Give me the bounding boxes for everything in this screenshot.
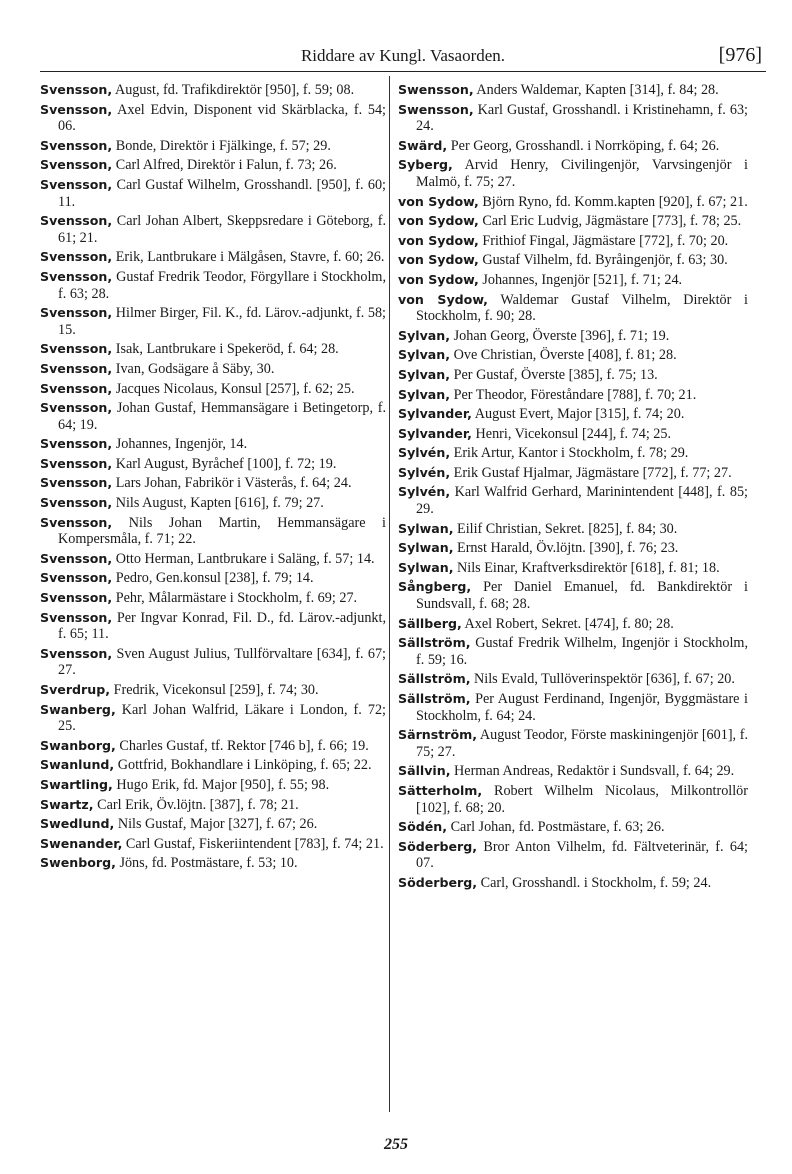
entry-details: Björn Ryno, fd. Komm.kapten [920], f. 67; 21. bbox=[478, 193, 748, 210]
entry-details: Arvid Henry, Civilingenjör, Varvsingenjör i Malmö, f. 75; 27. bbox=[416, 157, 748, 190]
entry-surname: Sylvan, bbox=[398, 327, 451, 343]
register-entry bbox=[398, 839, 748, 872]
register-entry bbox=[40, 341, 386, 358]
entry-surname: Svensson, bbox=[40, 609, 113, 625]
entry-surname: von Sydow, bbox=[398, 213, 479, 229]
register-entry bbox=[40, 305, 386, 338]
entry-surname: Swenander, bbox=[40, 835, 123, 851]
entry-details: Carl Alfred, Direktör i Falun, f. 73; 26. bbox=[112, 157, 337, 174]
page-number: 255 bbox=[384, 1136, 408, 1153]
entry-details: Jacques Nicolaus, Konsul [257], f. 62; 25. bbox=[112, 380, 355, 397]
entry-details: Lars Johan, Fabrikör i Västerås, f. 64; 24. bbox=[112, 475, 352, 492]
left-column bbox=[40, 82, 386, 875]
register-entry bbox=[398, 560, 748, 577]
register-entry bbox=[398, 194, 748, 211]
register-entry bbox=[398, 763, 748, 780]
entry-details: Erik, Lantbrukare i Mälgåsen, Stavre, f. 60; 26. bbox=[112, 249, 385, 266]
entry-details: Frithiof Fingal, Jägmästare [772], f. 70; 20. bbox=[478, 232, 729, 249]
entry-details: Gottfrid, Bokhandlare i Linköping, f. 65; 22. bbox=[114, 757, 372, 774]
entry-details: Henri, Vicekonsul [244], f. 74; 25. bbox=[471, 425, 672, 442]
entry-details: Johannes, Ingenjör [521], f. 71; 24. bbox=[478, 271, 683, 288]
entry-details: Waldemar Gustaf Vilhelm, Direktör i Stockholm, f. 90; 28. bbox=[416, 291, 748, 325]
entry-details: Gustaf Fredrik Wilhelm, Ingenjör i Stockholm, f. 59; 16. bbox=[416, 635, 748, 668]
page-reference: [976] bbox=[718, 44, 762, 66]
register-entry bbox=[40, 797, 386, 814]
entry-surname: Svensson, bbox=[40, 590, 113, 606]
entry-details: August Teodor, Förste maskiningenjör [601], f. 75; 27. bbox=[416, 727, 748, 760]
entry-surname: Svensson, bbox=[40, 82, 113, 97]
register-entry bbox=[40, 551, 386, 568]
entry-surname: Söderberg, bbox=[398, 838, 478, 854]
entry-details: Jöns, fd. Postmästare, f. 53; 10. bbox=[115, 855, 298, 872]
entry-surname: Sätterholm, bbox=[398, 782, 483, 798]
entry-details: Karl August, Byråchef [100], f. 72; 19. bbox=[112, 455, 337, 472]
entry-details: August Evert, Major [315], f. 74; 20. bbox=[471, 406, 685, 423]
entry-details: Isak, Lantbrukare i Spekeröd, f. 64; 28. bbox=[112, 341, 339, 358]
register-entry bbox=[398, 367, 748, 384]
entry-surname: Svensson, bbox=[40, 570, 113, 586]
register-entry bbox=[398, 406, 748, 423]
entry-surname: Söderberg, bbox=[398, 874, 478, 890]
entry-surname: Swärd, bbox=[398, 137, 448, 153]
entry-details: Ivan, Godsägare å Säby, 30. bbox=[112, 360, 275, 377]
entry-surname: Swanlund, bbox=[40, 757, 115, 773]
register-entry bbox=[398, 82, 748, 99]
entry-details: Anders Waldemar, Kapten [314], f. 84; 28. bbox=[473, 82, 719, 98]
register-entry bbox=[40, 836, 386, 853]
entry-surname: Svensson, bbox=[40, 550, 113, 566]
entry-surname: von Sydow, bbox=[398, 271, 479, 287]
entry-surname: Svensson, bbox=[40, 249, 113, 265]
entry-details: Johannes, Ingenjör, 14. bbox=[112, 436, 248, 453]
entry-details: Ernst Harald, Öv.löjtn. [390], f. 76; 23. bbox=[453, 540, 679, 557]
register-entry bbox=[398, 616, 748, 633]
entry-surname: Svensson, bbox=[40, 436, 113, 452]
entry-details: Per August Ferdinand, Ingenjör, Byggmästare i Stockholm, f. 64; 24. bbox=[416, 691, 748, 724]
register-entry bbox=[40, 855, 386, 872]
entry-details: Eilif Christian, Sekret. [825], f. 84; 30. bbox=[453, 520, 678, 537]
entry-details: Bonde, Direktör i Fjälkinge, f. 57; 29. bbox=[112, 137, 331, 154]
entry-details: Herman Andreas, Redaktör i Sundsvall, f. 64; 29. bbox=[450, 763, 735, 780]
entry-surname: Svensson, bbox=[40, 455, 113, 471]
entry-surname: Sällström, bbox=[398, 635, 471, 651]
entry-details: Karl Gustaf, Grosshandl. i Kristinehamn, f. 63; 24. bbox=[416, 101, 748, 135]
register-entry bbox=[398, 426, 748, 443]
entry-details: Otto Herman, Lantbrukare i Saläng, f. 57; 14. bbox=[112, 550, 375, 567]
entry-details: Carl, Grosshandl. i Stockholm, f. 59; 24. bbox=[477, 874, 712, 891]
entry-surname: Sylvan, bbox=[398, 366, 451, 382]
entry-surname: Sylvén, bbox=[398, 464, 451, 480]
register-entry bbox=[398, 233, 748, 250]
register-entry bbox=[40, 757, 386, 774]
register-entry bbox=[40, 495, 386, 512]
header-rule bbox=[40, 71, 766, 72]
entry-surname: von Sydow, bbox=[398, 193, 479, 209]
entry-details: Bror Anton Vilhelm, fd. Fältveterinär, f. 64; 07. bbox=[416, 838, 748, 872]
register-entry bbox=[398, 819, 748, 836]
entry-details: Nils August, Kapten [616], f. 79; 27. bbox=[112, 495, 324, 512]
register-entry bbox=[40, 475, 386, 492]
entry-surname: Sylwan, bbox=[398, 540, 454, 556]
entry-surname: Swenborg, bbox=[40, 855, 116, 871]
register-entry bbox=[398, 157, 748, 190]
entry-surname: Sångberg, bbox=[398, 579, 472, 595]
register-entry bbox=[40, 702, 386, 735]
register-entry bbox=[398, 540, 748, 557]
entry-surname: Sällvin, bbox=[398, 763, 451, 779]
entry-surname: Sylvander, bbox=[398, 425, 472, 441]
entry-details: Per Daniel Emanuel, fd. Bankdirektör i Sundsvall, f. 68; 28. bbox=[416, 579, 748, 613]
entry-surname: Svensson, bbox=[40, 495, 113, 511]
register-entry bbox=[398, 875, 748, 892]
entry-details: Per Ingvar Konrad, Fil. D., fd. Lärov.-adjunkt, f. 65; 11. bbox=[58, 609, 386, 643]
register-entry bbox=[40, 361, 386, 378]
entry-surname: von Sydow, bbox=[398, 252, 479, 268]
register-entry bbox=[398, 521, 748, 538]
entry-details: Erik Gustaf Hjalmar, Jägmästare [772], f. 77; 27. bbox=[450, 464, 732, 481]
entry-surname: Swedlund, bbox=[40, 816, 115, 832]
entry-surname: Svensson, bbox=[40, 341, 113, 357]
entry-details: Karl Johan Walfrid, Läkare i London, f. 72; 25. bbox=[58, 701, 386, 735]
register-entry bbox=[398, 635, 748, 668]
register-entry bbox=[398, 347, 748, 364]
entry-surname: Svensson, bbox=[40, 213, 113, 229]
register-entry bbox=[40, 610, 386, 643]
entry-surname: Svensson, bbox=[40, 157, 113, 173]
entry-details: Hugo Erik, fd. Major [950], f. 55; 98. bbox=[112, 776, 330, 793]
entry-details: Nils Johan Martin, Hemmansägare i Kompersmåla, f. 71; 22. bbox=[58, 514, 386, 548]
entry-details: Johan Georg, Överste [396], f. 71; 19. bbox=[450, 327, 670, 344]
entry-surname: Sylwan, bbox=[398, 559, 454, 575]
entry-details: Axel Robert, Sekret. [474], f. 80; 28. bbox=[461, 615, 674, 632]
entry-surname: Syberg, bbox=[398, 157, 453, 173]
register-entry bbox=[398, 727, 748, 760]
entry-surname: von Sydow, bbox=[398, 291, 488, 307]
entry-surname: Svensson, bbox=[40, 305, 113, 321]
entry-details: Sven August Julius, Tullförvaltare [634], f. 67; 27. bbox=[58, 645, 386, 679]
entry-surname: Sällberg, bbox=[398, 615, 462, 631]
register-entry bbox=[40, 177, 386, 210]
entry-surname: Svensson, bbox=[40, 645, 113, 661]
entry-surname: Sylvan, bbox=[398, 347, 451, 363]
entry-details: Nils Gustaf, Major [327], f. 67; 26. bbox=[114, 816, 318, 833]
entry-details: Karl Walfrid Gerhard, Marinintendent [448], f. 85; 29. bbox=[416, 484, 748, 518]
page-header bbox=[40, 44, 766, 70]
entry-surname: Swartz, bbox=[40, 796, 94, 812]
entry-details: Gustaf Vilhelm, fd. Byråingenjör, f. 63; 30. bbox=[478, 252, 728, 269]
entry-surname: Svensson, bbox=[40, 380, 113, 396]
register-entry bbox=[40, 738, 386, 755]
entry-details: Nils Evald, Tullöverinspektör [636], f. 67; 20. bbox=[470, 671, 735, 688]
entry-details: Per Gustaf, Överste [385], f. 75; 13. bbox=[450, 366, 658, 383]
entry-details: Gustaf Fredrik Teodor, Förgyllare i Stockholm, f. 63; 28. bbox=[58, 268, 386, 302]
entry-details: Pehr, Målarmästare i Stockholm, f. 69; 27. bbox=[112, 590, 358, 607]
entry-surname: Svensson, bbox=[40, 176, 113, 192]
register-entry bbox=[40, 515, 386, 548]
entry-surname: Sylwan, bbox=[398, 520, 454, 536]
running-title: Riddare av Kungl. Vasaorden. bbox=[300, 46, 506, 65]
entry-details: Pedro, Gen.konsul [238], f. 79; 14. bbox=[112, 570, 314, 587]
entry-details: Carl Eric Ludvig, Jägmästare [773], f. 78; 25. bbox=[478, 213, 742, 230]
entry-surname: Svensson, bbox=[40, 101, 113, 117]
column-divider bbox=[389, 76, 390, 1112]
register-entry bbox=[40, 816, 386, 833]
register-entry bbox=[398, 671, 748, 688]
register-entry bbox=[40, 456, 386, 473]
register-entry bbox=[40, 269, 386, 302]
register-entry bbox=[40, 381, 386, 398]
entry-surname: Sverdrup, bbox=[40, 682, 111, 697]
register-entry bbox=[398, 579, 748, 612]
entry-details: Robert Wilhelm Nicolaus, Milkontrollör [102], f. 68; 20. bbox=[416, 782, 748, 816]
entry-surname: von Sydow, bbox=[398, 232, 479, 248]
right-column bbox=[398, 82, 748, 895]
entry-details: Fredrik, Vicekonsul [259], f. 74; 30. bbox=[110, 682, 319, 698]
entry-surname: Sällström, bbox=[398, 691, 471, 706]
register-entry bbox=[40, 138, 386, 155]
register-entry bbox=[398, 484, 748, 517]
entry-details: Johan Gustaf, Hemmansägare i Betingetorp, f. 64; 19. bbox=[58, 400, 386, 433]
register-entry bbox=[40, 82, 386, 99]
entry-surname: Swensson, bbox=[398, 82, 474, 97]
entry-surname: Sällström, bbox=[398, 671, 471, 687]
entry-surname: Svensson, bbox=[40, 514, 113, 530]
entry-surname: Sylvén, bbox=[398, 484, 451, 500]
register-entry bbox=[40, 590, 386, 607]
register-entry bbox=[40, 400, 386, 433]
entry-surname: Södén, bbox=[398, 819, 448, 835]
entry-details: Axel Edvin, Disponent vid Skärblacka, f. 54; 06. bbox=[58, 101, 386, 135]
entry-surname: Svensson, bbox=[40, 268, 113, 284]
register-entry bbox=[398, 138, 748, 155]
entry-details: Carl Erik, Öv.löjtn. [387], f. 78; 21. bbox=[93, 796, 299, 813]
register-entry bbox=[398, 292, 748, 325]
register-entry bbox=[398, 465, 748, 482]
register-entry bbox=[40, 777, 386, 794]
entry-details: Carl Johan, fd. Postmästare, f. 63; 26. bbox=[447, 819, 665, 836]
entry-surname: Swanborg, bbox=[40, 737, 116, 753]
register-entry bbox=[398, 783, 748, 816]
entry-details: Per Georg, Grosshandl. i Norrköping, f. 64; 26. bbox=[447, 137, 720, 154]
register-entry bbox=[398, 252, 748, 269]
register-entry bbox=[398, 445, 748, 462]
entry-surname: Svensson, bbox=[40, 360, 113, 376]
entry-surname: Swanberg, bbox=[40, 701, 116, 717]
entry-details: Carl Johan Albert, Skeppsredare i Göteborg, f. 61; 21. bbox=[58, 213, 386, 246]
register-entry bbox=[40, 213, 386, 246]
entry-surname: Svensson, bbox=[40, 137, 113, 153]
register-entry bbox=[398, 328, 748, 345]
entry-surname: Swartling, bbox=[40, 776, 113, 792]
register-entry bbox=[40, 249, 386, 266]
entry-details: Per Theodor, Föreståndare [788], f. 70; 21. bbox=[450, 386, 697, 403]
entry-details: Carl Gustaf, Fiskeriintendent [783], f. 74; 21. bbox=[122, 835, 384, 852]
entry-surname: Sylvén, bbox=[398, 445, 451, 461]
entry-details: Charles Gustaf, tf. Rektor [746 b], f. 66; 19. bbox=[115, 737, 369, 754]
register-entry bbox=[398, 272, 748, 289]
entry-surname: Särnström, bbox=[398, 727, 478, 743]
register-entry bbox=[398, 387, 748, 404]
entry-details: Hilmer Birger, Fil. K., fd. Lärov.-adjunkt, f. 58; 15. bbox=[58, 305, 386, 338]
entry-details: Nils Einar, Kraftverksdirektör [618], f. 81; 18. bbox=[453, 559, 720, 576]
register-entry bbox=[398, 213, 748, 230]
register-entry bbox=[40, 646, 386, 679]
register-entry bbox=[398, 691, 748, 724]
entry-surname: Swensson, bbox=[398, 101, 474, 117]
register-entry bbox=[40, 436, 386, 453]
entry-surname: Svensson, bbox=[40, 475, 113, 491]
register-entry bbox=[40, 102, 386, 135]
entry-surname: Svensson, bbox=[40, 400, 113, 416]
entry-details: Ove Christian, Överste [408], f. 81; 28. bbox=[450, 347, 677, 364]
entry-surname: Sylvander, bbox=[398, 406, 472, 422]
register-entry bbox=[40, 570, 386, 587]
register-entry bbox=[40, 157, 386, 174]
entry-details: Erik Artur, Kantor i Stockholm, f. 78; 29. bbox=[450, 445, 689, 462]
entry-surname: Sylvan, bbox=[398, 386, 451, 402]
entry-details: Carl Gustaf Wilhelm, Grosshandl. [950], f. 60; 11. bbox=[58, 176, 386, 210]
register-entry bbox=[398, 102, 748, 135]
register-entry bbox=[40, 682, 386, 699]
entry-details: August, fd. Trafikdirektör [950], f. 59; 08. bbox=[112, 82, 355, 98]
